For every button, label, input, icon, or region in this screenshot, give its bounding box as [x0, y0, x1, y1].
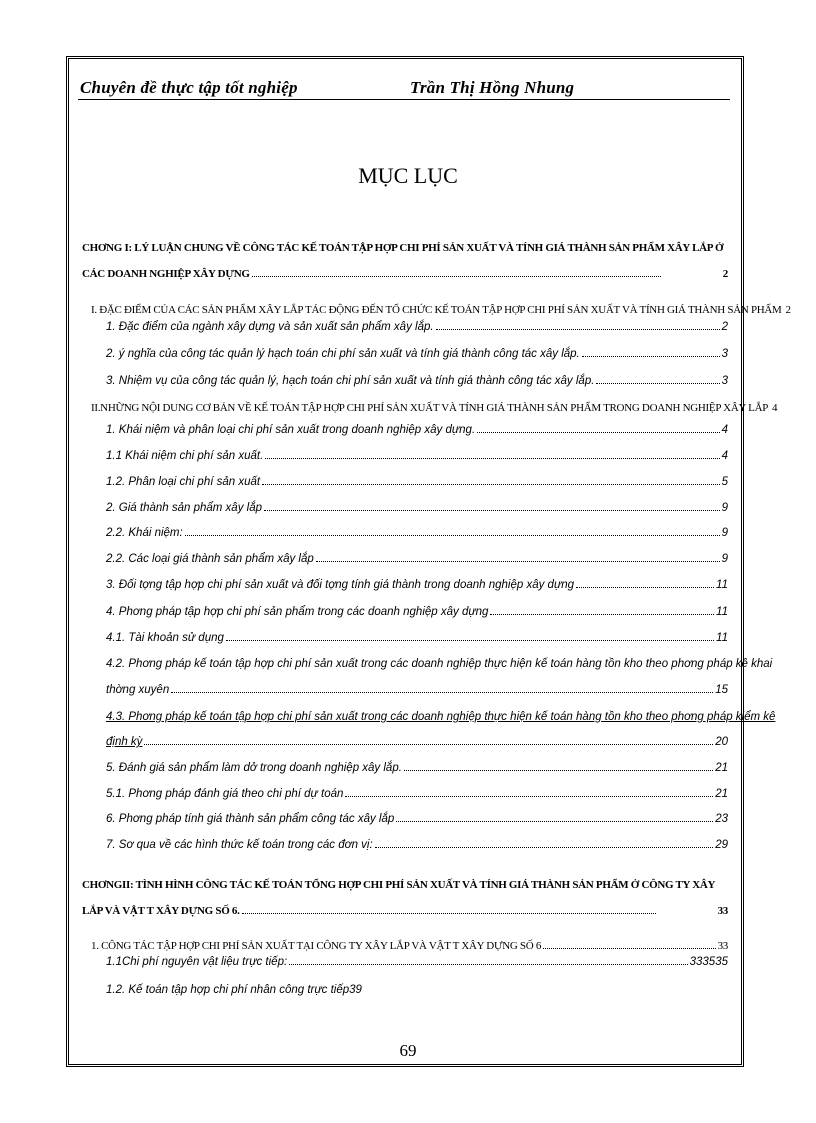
toc-entry-text: 1.1 Khái niệm chi phí sản xuất. [106, 450, 264, 462]
toc-page: 4 [721, 424, 728, 436]
toc-entry-text: 1.2. Phân loại chi phí sản xuất [106, 476, 261, 488]
toc-page: 21 [715, 788, 728, 800]
toc-entry[interactable] [106, 984, 728, 996]
toc-entry-text: 2. Giá thành sản phẩm xây lắp [106, 502, 262, 514]
toc-entry-text: 3. Nhiệm vụ của công tác quản lý, hạch toán chi phí sản xuất và tính giá thành công tác xây lắp. [106, 375, 595, 387]
toc-entry-text: 2. ý nghĩa của công tác quản lý hạch toán chi phí sản xuất và tính giá thành công tác xây lắp. [106, 348, 580, 360]
toc-entry-text: 2.2. Các loại giá thành sản phẩm xây lắp [106, 553, 314, 565]
toc-entry[interactable] [106, 553, 728, 565]
toc-page: 2 [722, 268, 728, 280]
toc-page: 9 [721, 502, 728, 514]
toc-entry-text: 4. Phơng pháp tập hợp chi phí sản phẩm trong các doanh nghiệp xây dựng [106, 606, 489, 618]
toc-entry-section-2-1[interactable] [91, 940, 728, 952]
toc-leader [171, 691, 713, 693]
toc-entry[interactable] [106, 813, 728, 825]
toc-entry[interactable] [106, 375, 728, 387]
toc-entry-link-cont[interactable] [106, 736, 728, 748]
page-title: MỤC LỤC [358, 163, 458, 188]
toc-entry-text: 1.1Chi phí nguyên vật liệu trực tiếp: [106, 956, 288, 968]
toc-page: 333535 [689, 956, 728, 968]
toc-leader [436, 328, 720, 330]
toc-entry-text: định kỳ [106, 736, 143, 748]
toc-leader [242, 912, 656, 914]
toc-entry-cont[interactable] [106, 684, 728, 696]
toc-entry-text: II.NHỮNG NỘI DUNG CƠ BẢN VỀ KẾ TOÁN TẬP HỢP CHI PHÍ SẢN XUẤT VÀ TÍNH GIÁ THÀNH SẢN PHẨM TRONG DOANH NGHIỆP XÂY LẮP [91, 402, 769, 414]
toc-page: 4 [772, 402, 778, 414]
toc-entry-text: 6. Phơng pháp tính giá thành sản phẩm công tác xây lắp [106, 813, 395, 825]
toc-leader [264, 509, 720, 511]
toc-leader [543, 947, 716, 949]
toc-leader [262, 483, 720, 485]
toc-entry[interactable] [106, 658, 773, 670]
toc-entry-text: CÁC DOANH NGHIỆP XÂY DỰNG [82, 268, 250, 280]
toc-leader [345, 795, 713, 797]
toc-entry[interactable] [106, 788, 728, 800]
page-number: 69 [399, 1041, 417, 1060]
toc-entry-text: 1. CÔNG TÁC TẬP HỢP CHI PHÍ SẢN XUẤT TẠI CÔNG TY XÂY LẮP VÀ VẬT T XÂY DỰNG SỐ 6 [91, 940, 542, 952]
toc-entry-text: 2.2. Khái niệm: [106, 527, 183, 539]
toc-entry[interactable] [106, 839, 728, 851]
toc-page: 29 [715, 839, 728, 851]
toc-entry[interactable] [106, 762, 728, 774]
toc-leader [316, 560, 720, 562]
toc-entry-text: 7. Sơ qua về các hình thức kế toán trong các đơn vị: [106, 839, 373, 851]
toc-leader [289, 963, 687, 965]
toc-entry[interactable] [106, 579, 728, 591]
toc-entry-text: 5. Đánh giá sản phẩm làm dở trong doanh nghiệp xây lắp. [106, 762, 402, 774]
toc-entry-section-1[interactable] [91, 304, 791, 316]
toc-entry-text: 3. Đối tợng tập hợp chi phí sản xuất và đối tợng tính giá thành trong doanh nghiệp xây dựng [106, 579, 575, 591]
toc-page: 33 [717, 940, 728, 952]
toc-leader [576, 586, 714, 588]
toc-entry-text: 1. Khái niệm và phân loại chi phí sản xuất trong doanh nghiệp xây dựng. [106, 424, 476, 436]
header-right: Trần Thị Hồng Nhung [410, 78, 575, 97]
toc-entry-text: CHƠNGII: TÌNH HÌNH CÔNG TÁC KẾ TOÁN TỔNG HỢP CHI PHÍ SẢN XUẤT VÀ TÍNH GIÁ THÀNH SẢN PHẨM Ở CÔNG TY XÂY [82, 879, 716, 891]
toc-page: 21 [715, 762, 728, 774]
toc-entry[interactable] [106, 348, 728, 360]
toc-entry[interactable] [106, 476, 728, 488]
toc-leader [185, 534, 720, 536]
toc-page: 11 [716, 579, 728, 591]
toc-page: 23 [715, 813, 728, 825]
toc-page: 9 [721, 527, 728, 539]
toc-entry-text: 4.2. Phơng pháp kế toán tập hợp chi phí sản xuất trong các doanh nghiệp thực hiện kế toán hàng tồn kho theo phơng pháp kê khai [106, 658, 773, 670]
toc-leader [375, 846, 714, 848]
toc-page: 3 [721, 348, 728, 360]
toc-entry[interactable] [106, 424, 728, 436]
toc-leader [490, 613, 714, 615]
toc-leader [477, 431, 719, 433]
toc-leader [144, 743, 713, 745]
toc-page: 2 [785, 304, 791, 316]
toc-entry-text: I. ĐẶC ĐIỂM CỦA CÁC SẢN PHẨM XÂY LẮP TÁC ĐỘNG ĐẾN TỔ CHỨC KẾ TOÁN TẬP HỢP CHI PHÍ SẢN XUẤT VÀ TÍNH GIÁ THÀNH SẢN PHẨM [91, 304, 782, 316]
header-rule [78, 99, 730, 100]
toc-entry-text: 5.1. Phơng pháp đánh giá theo chi phí dự toán [106, 788, 344, 800]
toc-page: 4 [721, 450, 728, 462]
toc-entry-chapter-2[interactable] [82, 879, 734, 891]
toc-leader [404, 769, 713, 771]
toc-leader [582, 355, 720, 357]
toc-page: 15 [715, 684, 728, 696]
toc-entry-text: 4.3. Phơng pháp kế toán tập hợp chi phí sản xuất trong các doanh nghiệp thực hiện kế toán hàng tồn kho theo phơng pháp kiểm kê [106, 711, 776, 723]
toc-leader [252, 275, 661, 277]
toc-entry-text: thờng xuyên [106, 684, 170, 696]
toc-page: 11 [716, 606, 728, 618]
toc-entry-text: 4.1. Tài khoản sử dụng [106, 632, 224, 644]
toc-entry-text: 1. Đặc điểm của ngành xây dựng và sản xuất sản phẩm xây lắp. [106, 321, 434, 333]
toc-entry-text: CHƠNG I: LÝ LUẬN CHUNG VỀ CÔNG TÁC KẾ TOÁN TẬP HỢP CHI PHÍ SẢN XUẤT VÀ TÍNH GIÁ THÀNH SẢN PHẨM XÂY LẮP Ở [82, 242, 724, 254]
toc-entry-chapter-2-cont[interactable] [82, 905, 728, 917]
toc-page: 9 [721, 553, 728, 565]
header-left: Chuyên đề thực tập tốt nghiệp [80, 78, 298, 97]
toc-leader [596, 382, 719, 384]
toc-entry[interactable] [106, 606, 728, 618]
toc-page: 2 [721, 321, 728, 333]
toc-entry-chapter-1-cont[interactable] [82, 268, 728, 280]
toc-page: 33 [717, 905, 728, 917]
toc-entry[interactable] [106, 450, 728, 462]
toc-entry-chapter-1[interactable] [82, 242, 734, 254]
toc-entry[interactable] [106, 956, 728, 968]
toc-entry-link[interactable] [106, 711, 776, 723]
toc-entry[interactable] [106, 502, 728, 514]
toc-entry-section-2[interactable] [91, 402, 778, 414]
toc-leader [265, 457, 719, 459]
toc-page: 20 [715, 736, 728, 748]
toc-entry[interactable] [106, 632, 728, 644]
toc-page: 3 [721, 375, 728, 387]
toc-page: 5 [721, 476, 728, 488]
toc-entry-text: 1.2. Kế toán tập hợp chi phí nhân công trực tiếp39 [106, 984, 362, 996]
toc-page: 11 [716, 632, 728, 644]
toc-entry[interactable] [106, 527, 728, 539]
toc-entry-text: LẮP VÀ VẬT T XÂY DỰNG SỐ 6. [82, 905, 240, 917]
toc-entry[interactable] [106, 321, 728, 333]
toc-leader [396, 820, 713, 822]
toc-leader [226, 639, 714, 641]
